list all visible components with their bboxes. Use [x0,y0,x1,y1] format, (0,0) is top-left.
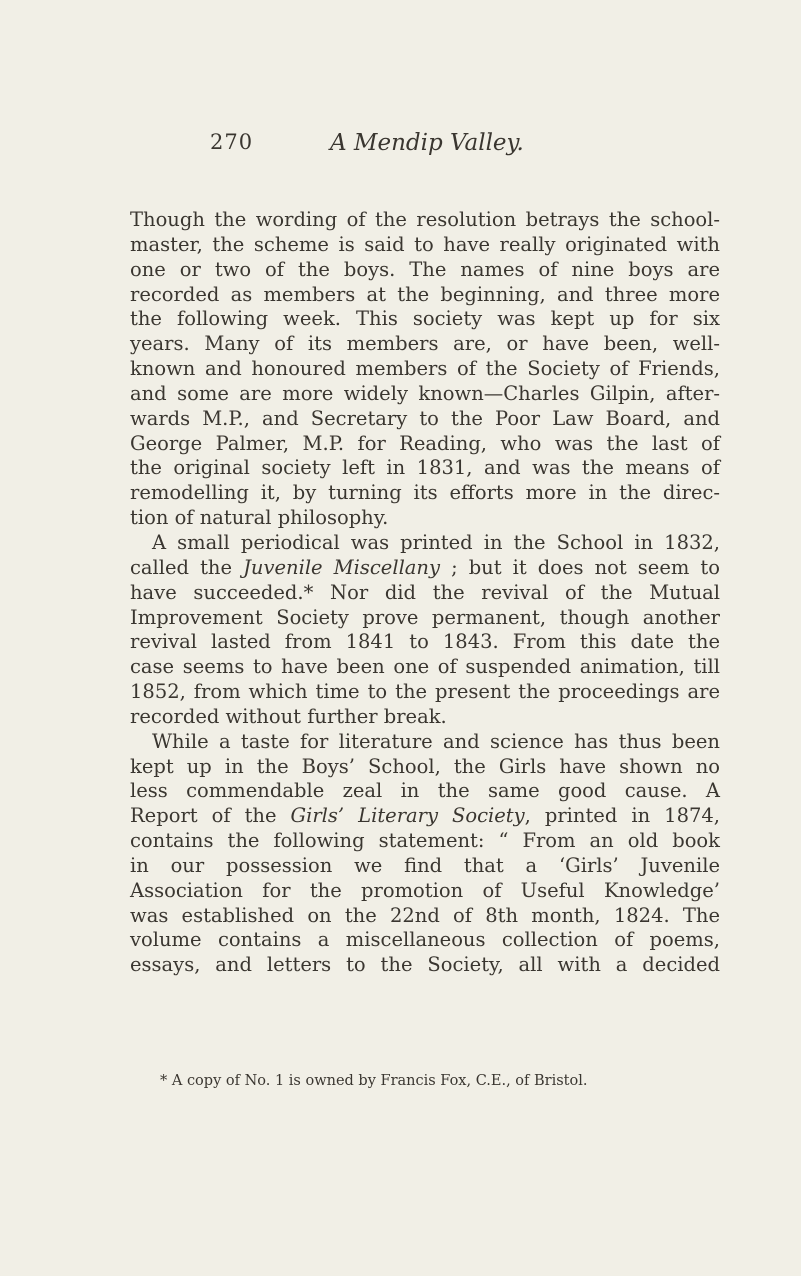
text-line: known and honoured members of the Society of Friends, [130,357,720,381]
text-line: tion of natural philosophy. [130,506,389,530]
text-line: and some are more widely known—Charles Gilpin, after- [130,381,720,405]
text-line: Report of the Girls’ Literary Society, printed in 1874, [130,804,720,828]
text-line: Improvement Society prove permanent, though another [130,605,720,629]
text-line: recorded without further break. [130,704,447,728]
text-line: have succeeded.* Nor did the revival of the Mutual [130,580,720,604]
italic-title: Girls’ Literary Society [290,804,525,828]
text-line: the original society left in 1831, and was the means of [130,456,720,480]
text-line: essays, and letters to the Society, all with a decided [130,953,720,977]
text-line: in our possession we find that a ‘Girls’ Juvenile [130,853,720,877]
text-line: kept up in the Boys’ School, the Girls have shown no [130,754,720,778]
text-line: A small periodical was printed in the School in 1832, [152,530,720,554]
text-line: less commendable zeal in the same good cause. A [130,779,720,803]
text-line: George Palmer, M.P. for Reading, who was the last of [130,431,720,455]
page-header [0,130,801,170]
footnote: * A copy of No. 1 is owned by Francis Fox, C.E., of Bristol. [160,1073,588,1089]
text-line: wards M.P., and Secretary to the Poor Law Board, and [130,406,720,430]
text-line: years. Many of its members are, or have been, well- [130,332,720,356]
body-text [130,208,720,978]
text-line: the following week. This society was kept up for six [130,307,720,331]
text-line: was established on the 22nd of 8th month, 1824. The [130,903,720,927]
text-line: one or two of the boys. The names of nine boys are [130,257,720,281]
text-line: called the Juvenile Miscellany ; but it does not seem to [130,555,720,579]
text-line: Association for the promotion of Useful Knowledge’ [130,878,720,902]
italic-title: Juvenile Miscellany [243,555,441,579]
text-line: 1852, from which time to the present the proceedings are [130,680,720,704]
text-line: recorded as members at the beginning, and three more [130,282,720,306]
text-line: revival lasted from 1841 to 1843. From this date the [130,630,720,654]
text-line: contains the following statement: “ From an old book [130,829,720,853]
running-title: A Mendip Valley. [330,130,524,156]
page-number: 270 [210,130,254,154]
text-line: While a taste for literature and science has thus been [152,729,720,753]
text-line: volume contains a miscellaneous collection of poems, [130,928,720,952]
text-line: Though the wording of the resolution betrays the school- [130,208,720,231]
text-line: master, the scheme is said to have really originated with [130,232,720,256]
text-line: case seems to have been one of suspended animation, till [130,655,720,679]
text-line: remodelling it, by turning its efforts more in the direc- [130,481,720,505]
